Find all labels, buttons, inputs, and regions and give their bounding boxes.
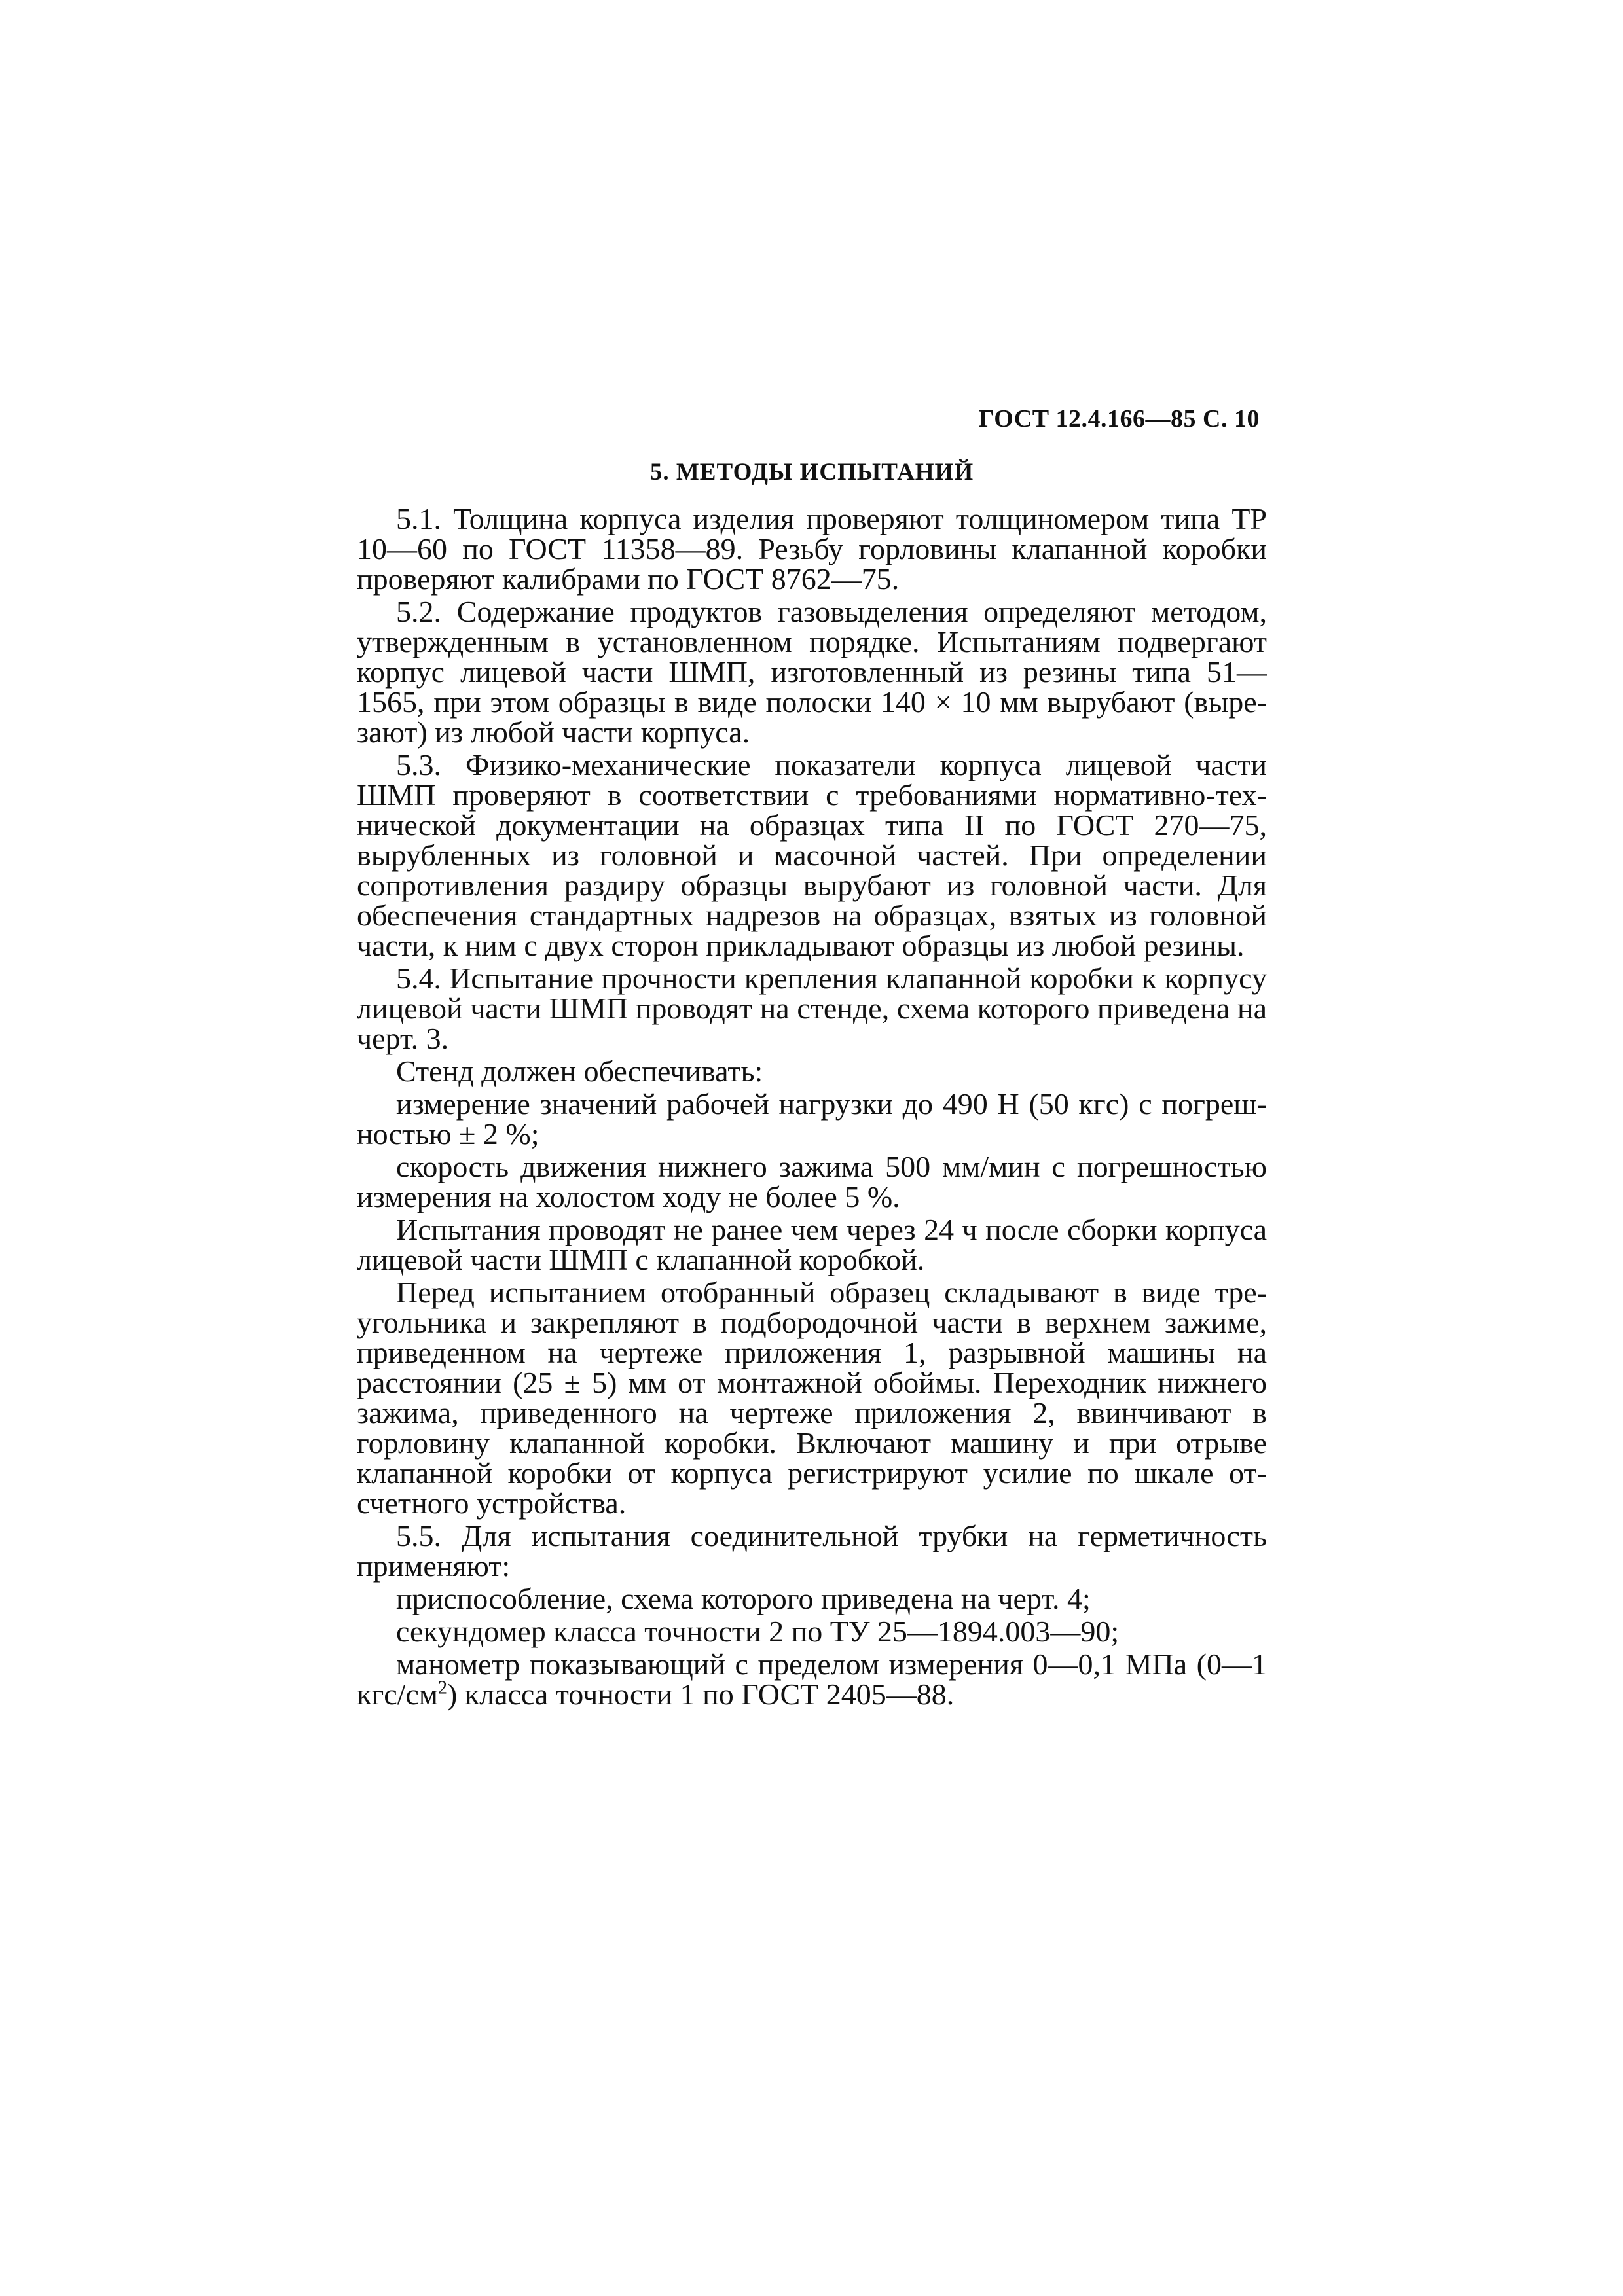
paragraph-test-timing: Испытания проводят не ранее чем через 24 ч после сборки корпуса лицевой части ШМП с клапанной коробкой.	[357, 1213, 1267, 1276]
paragraph-5-3: 5.3. Физико-механические показатели корпуса лицевой части ШМП проверяют в соответствии с требованиями нормативно-технической документации на образцах типа II по ГОСТ 270—75, вырубленных из головной и масочной частей. При определении сопротивления раздиру образцы вырубают из головной части. Для обеспечения стандартных надрезов на образцах, взятых из головной части, к ним с двух сторон прикладывают образцы из любой резины.	[357, 748, 1267, 962]
paragraph-manometer	[357, 1649, 1267, 1710]
paragraph-5-5: 5.5. Для испытания соединительной трубки на герметичность применяют:	[357, 1519, 1267, 1583]
paragraph-stopwatch: секундомер класса точности 2 по ТУ 25—1894.003—90;	[396, 1615, 1120, 1648]
section-title: 5. МЕТОДЫ ИСПЫТАНИЙ	[649, 459, 974, 486]
paragraph-5-1: 5.1. Толщина корпуса изделия проверяют толщиномером типа ТР 10—60 по ГОСТ 11358—89. Резьбу горловины клапанной коробки проверяют калибрами по ГОСТ 8762—75.	[357, 502, 1267, 596]
paragraph-5-2: 5.2. Содержание продуктов газовыделения определяют методом, утвержденным в установленном порядке. Испытаниям подвергают корпус лицевой части ШМП, изготовленный из резины типа 51—1565, при этом образцы в виде полоски 140 × 10 мм вырубают (вырезают) из любой части корпуса.	[357, 595, 1267, 749]
paragraph-stand-requirements: Стенд должен обеспечивать:	[396, 1054, 763, 1088]
paragraph-test-procedure: Перед испытанием отобранный образец складывают в виде треугольника и закрепляют в подбородочной части в верхнем зажиме, приведенном на чертеже приложения 1, разрывной машины на расстоянии (25 ± 5) мм от монтажной обоймы. Переходник нижнего зажима, приведенного на чертеже приложения 2, ввинчивают в горловину клапанной коробки. Включают машину и при отрыве клапанной коробки от корпуса регистрируют усилие по шкале отсчетного устройства.	[357, 1276, 1267, 1520]
document-body	[357, 504, 1267, 1712]
paragraph-fixture: приспособление, схема которого приведена на черт. 4;	[396, 1582, 1091, 1615]
paragraph-5-4: 5.4. Испытание прочности крепления клапанной коробки к корпусу лицевой части ШМП проводят на стенде, схема которого приведена на черт. 3.	[357, 961, 1267, 1055]
manometer-text-start: манометр показывающий с пределом измерения 0—0,1 МПа (0—1 кгс/см	[357, 1647, 1267, 1711]
paragraph-clamp-speed: скорость движения нижнего зажима 500 мм/мин с погрешностью измерения на холостом ходу не более 5 %.	[357, 1150, 1267, 1213]
manometer-text-end: ) класса точности 1 по ГОСТ 2405—88.	[447, 1677, 955, 1711]
paragraph-load-measurement: измерение значений рабочей нагрузки до 490 Н (50 кгс) с погрешностью ± 2 %;	[357, 1087, 1267, 1151]
page-header: ГОСТ 12.4.166—85 С. 10	[978, 405, 1260, 433]
superscript-2: 2	[437, 1677, 447, 1698]
